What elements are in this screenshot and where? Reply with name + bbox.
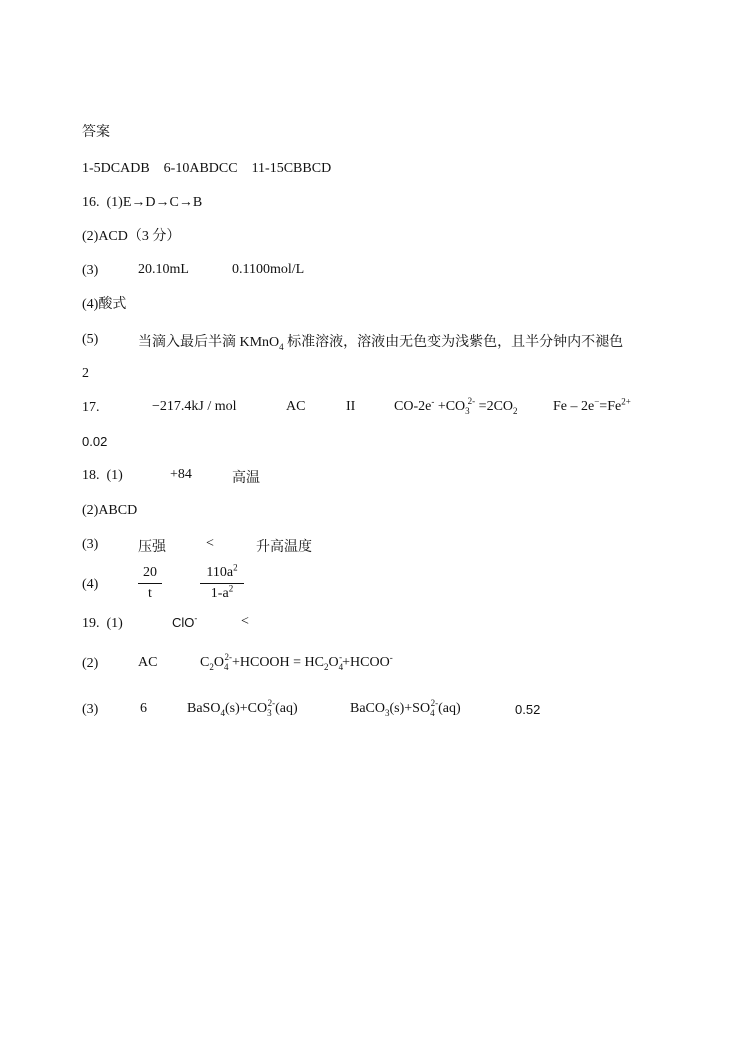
q16-part2: (2)ACD（3 分）: [82, 229, 181, 244]
q19-part3-result: 0.52: [515, 702, 541, 717]
q18-fraction-rate-denominator: t: [148, 586, 152, 601]
answer-title: 答案: [82, 125, 110, 140]
q18-part1-value: +84: [170, 467, 192, 482]
q18-fk-num-sup: 2: [233, 562, 238, 573]
q19-part2-option: AC: [138, 655, 158, 670]
q16-part5-text-a: 当滴入最后半滴 KMnO: [138, 335, 280, 350]
q17-eq-sub: 2: [513, 405, 518, 416]
q18-fraction-rate: [138, 565, 162, 602]
q19-eq-part: +HCOO: [342, 655, 390, 670]
q17-fe-sup: 2+: [621, 396, 631, 407]
q17-eq-part: =2CO: [475, 399, 514, 414]
q19-part2-label: (2): [82, 656, 99, 671]
q19-eq-sup: -: [339, 652, 343, 663]
q19-r-sup: 2-: [267, 698, 276, 709]
q19-r-sub: 3: [267, 707, 272, 718]
mc-1-5: 1-5DCADB: [82, 161, 150, 176]
q17-eq-sub: 3: [465, 405, 470, 416]
q19-number: 19.: [82, 616, 100, 631]
q16-part5-sub: 4: [279, 341, 284, 352]
q19-eq-sub: 4: [338, 661, 344, 672]
q19-part1-ion: [172, 615, 197, 630]
q16-number: 16.: [82, 195, 100, 210]
q16-part3-label: (3): [82, 263, 99, 278]
q18-part3-label: (3): [82, 537, 99, 552]
q19-eq-sub: 2: [324, 661, 329, 672]
q16-part6: 2: [82, 366, 89, 381]
q19-eq-sub: 2: [209, 661, 214, 672]
q19-r-sub: 4: [220, 707, 225, 718]
q19-part1-line: [82, 615, 123, 633]
q17-cell: II: [346, 399, 356, 414]
q17-eq-part: CO-2e: [394, 399, 432, 414]
q18-part1-condition: 高温: [232, 471, 260, 486]
q17-number: 17.: [82, 400, 100, 415]
q18-part3-compare: <: [206, 536, 214, 551]
q19-eq-part: O: [213, 655, 224, 670]
q19-p-sub: 3: [385, 707, 390, 718]
q18-part2: (2)ABCD: [82, 503, 138, 518]
q18-fk-den-sup: 2: [228, 583, 234, 594]
mc-6-10: 6-10ABDCC: [163, 161, 238, 176]
q19-part1-label: (1): [106, 616, 123, 631]
q19-p-part: (s)+SO: [389, 701, 431, 716]
q19-eq-part: +HCOOH = HC: [231, 655, 324, 670]
q18-fraction-rate-numerator: 20: [138, 565, 162, 584]
q19-p-sup: 2-: [430, 698, 439, 709]
q18-part1-line: [82, 467, 123, 485]
q16-part5-text-b: 标准溶液，溶液由无色变为浅紫色，且半分钟内不褪色: [283, 335, 624, 350]
q17-fe-part: =Fe: [599, 399, 622, 414]
q17-eq-part: +CO: [434, 399, 466, 414]
q17-enthalpy: −217.4kJ / mol: [152, 399, 237, 414]
q17-eq-sup: 2-: [467, 396, 476, 407]
mc-11-15: 11-15CBBCD: [251, 161, 332, 176]
q19-part3-reactants: [187, 698, 298, 718]
q16-part1-text: (1)E→D→C→B: [106, 195, 203, 210]
q19-r-part: BaSO: [187, 701, 221, 716]
q18-part4-label: (4): [82, 577, 99, 592]
q16-part1: [82, 194, 202, 212]
q18-fk-den-text: 1-a: [210, 586, 229, 601]
q19-r-part: (aq): [275, 701, 298, 716]
q19-part2-equation: [200, 652, 393, 672]
q19-eq-sup: 2-: [224, 652, 232, 663]
q19-p-part: (aq): [438, 701, 461, 716]
q16-part3-conc: 0.1100mol/L: [232, 262, 305, 277]
q19-eq-part: C: [200, 655, 210, 670]
q19-ion-text: ClO: [172, 615, 195, 630]
q18-number: 18.: [82, 468, 100, 483]
q19-p-part: BaCO: [350, 701, 385, 716]
q18-fraction-k: [200, 562, 244, 602]
q19-ion-sup: -: [194, 613, 198, 624]
mc-answers: [82, 160, 331, 178]
q17-eq-sup: -: [431, 396, 435, 407]
q17-equation: [394, 396, 518, 416]
q17-option: AC: [286, 399, 306, 414]
q19-eq-sub: 4: [223, 661, 229, 672]
q18-fk-num-text: 110a: [206, 565, 234, 580]
q19-r-part: (s)+CO: [224, 701, 268, 716]
q16-part3-volume: 20.10mL: [138, 262, 189, 277]
q19-part3-products: [350, 698, 461, 718]
q17-value: 0.02: [82, 434, 108, 449]
q19-part3-label: (3): [82, 702, 99, 717]
q16-part5-label: (5): [82, 332, 99, 347]
q19-p-sub: 4: [430, 707, 435, 718]
q18-part1-label: (1): [106, 468, 123, 483]
q16-part4: (4)酸式: [82, 297, 127, 312]
q18-part3-factor: 压强: [138, 540, 166, 555]
q19-part1-compare: <: [241, 614, 249, 629]
q18-fraction-k-denominator: [200, 584, 244, 602]
q19-eq-sup: -: [389, 652, 393, 663]
q18-fraction-k-numerator: [200, 562, 244, 584]
q17-fe-part: Fe – 2e: [553, 399, 595, 414]
q16-part5-text: [138, 331, 623, 351]
q19-part3-value: 6: [140, 701, 147, 716]
q17-fe-sup: −: [594, 396, 600, 407]
q19-eq-part: O: [328, 655, 339, 670]
q18-part3-method: 升高温度: [256, 540, 312, 555]
q17-fe-equation: [553, 396, 631, 415]
